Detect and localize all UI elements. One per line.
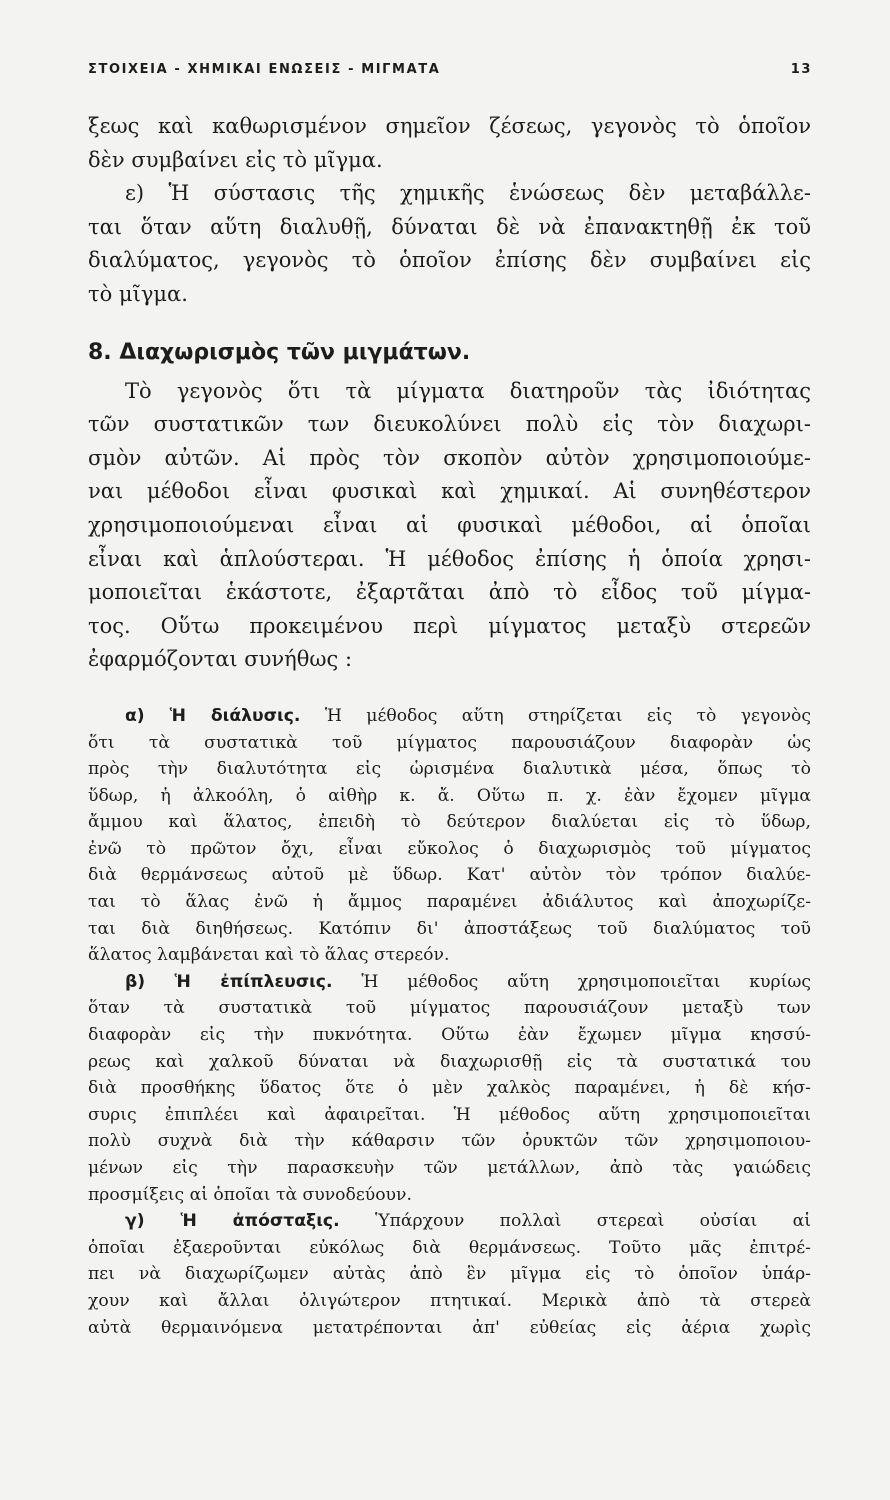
text-line: πολὺ συχνὰ διὰ τὴν κάθαρσιν τῶν ὀρυκτῶν τῶν χρησιμοποιου- — [88, 1131, 811, 1152]
text-line: δὲν συμβαίνει εἰς τὸ μῖγμα. — [88, 147, 383, 172]
text-line: ἄμμου καὶ ἅλατος, ἐπειδὴ τὸ δεύτερον διαλύεται εἰς τὸ ὕδωρ, — [88, 812, 811, 833]
running-title: ΣΤΟΙΧΕΙΑ - ΧΗΜΙΚΑΙ ΕΝΩΣΕΙΣ - ΜΙΓΜΑΤΑ — [88, 62, 441, 77]
text-line: Τὸ γεγονὸς ὅτι τὰ μίγματα διατηροῦν τὰς ἰδιότητας — [125, 378, 811, 403]
text-line: τὸ μῖγμα. — [88, 281, 188, 306]
text-line: τος. Οὕτω προκειμένου περὶ μίγματος μεταξὺ στερεῶν — [88, 613, 811, 638]
text-line: ρεως καὶ χαλκοῦ δύναται νὰ διαχωρισθῇ εἰς τὰ συστατικά του — [88, 1051, 811, 1072]
methods-list — [88, 703, 811, 1341]
section-title: Διαχωρισμὸς τῶν μιγμάτων. — [119, 339, 471, 365]
item-b-first-line — [88, 969, 811, 996]
text-line: ναι μέθοδοι εἶναι φυσικαὶ καὶ χημικαί. Αἱ συνηθέστερον — [88, 479, 811, 504]
text-line: ὅτι τὰ συστατικὰ τοῦ μίγματος παρουσιάζουν διαφορὰν ὡς — [88, 732, 811, 753]
page-body — [88, 110, 811, 1341]
item-b-text: Ἡ μέθοδος αὕτη χρησιμοποιεῖται κυρίως — [361, 971, 811, 992]
text-line: διὰ θερμάνσεως αὐτοῦ μὲ ὕδωρ. Κατ' αὐτὸν τὸν τρόπον διαλύε- — [88, 865, 811, 886]
page-header — [88, 62, 812, 77]
text-line: μοποιεῖται ἑκάστοτε, ἐξαρτᾶται ἀπὸ τὸ εἶδος τοῦ μίγμα- — [88, 580, 811, 605]
text-line: ὕδωρ, ἡ ἀλκοόλη, ὁ αἰθὴρ κ. ἄ. Οὕτω π. χ. ἐὰν ἔχομεν μῖγμα — [88, 785, 811, 806]
text-line: ἐφαρμόζονται συνήθως : — [88, 647, 353, 672]
text-line: ε) Ἡ σύστασις τῆς χημικῆς ἑνώσεως δὲν μεταβάλλε- — [125, 181, 811, 206]
item-c-text: Ὑπάρχουν πολλαὶ στερεαὶ οὐσίαι αἱ — [375, 1211, 812, 1232]
text-line: διὰ προσθήκης ὕδατος ὅτε ὁ μὲν χαλκὸς παραμένει, ἡ δὲ κήσ- — [88, 1078, 811, 1099]
text-line: διαφορὰν εἰς τὴν πυκνότητα. Οὕτω ἐὰν ἔχωμεν μῖγμα κησσύ- — [88, 1025, 811, 1046]
item-a-text: Ἡ μέθοδος αὕτη στηρίζεται εἰς τὸ γεγονὸς — [324, 705, 812, 726]
item-c-first-line — [88, 1208, 811, 1235]
text-line: συρις ἐπιπλέει καὶ ἀφαιρεῖται. Ἡ μέθοδος αὕτη χρησιμοποιεῖται — [88, 1104, 811, 1125]
text-line: ξεως καὶ καθωρισμένον σημεῖον ζέσεως, γεγονὸς τὸ ὁποῖον — [88, 114, 811, 138]
text-line: χουν καὶ ἄλλαι ὀλιγώτερον πτητικαί. Μερικὰ ἀπὸ τὰ στερεὰ — [88, 1290, 811, 1311]
text-line: ἐνῶ τὸ πρῶτον ὄχι, εἶναι εὔκολος ὁ διαχωρισμὸς τοῦ μίγματος — [88, 838, 811, 859]
item-a-first-line — [88, 703, 811, 730]
text-line: ἅλατος λαμβάνεται καὶ τὸ ἅλας στερεόν. — [88, 945, 450, 966]
text-line: μένων εἰς τὴν παρασκευὴν τῶν μετάλλων, ἀπὸ τὰς γαιώδεις — [88, 1158, 811, 1178]
text-line: πρὸς τὴν διαλυτότητα εἰς ὡρισμένα διαλυτικὰ μέσα, ὅπως τὸ — [88, 759, 811, 780]
section-paragraph — [88, 375, 811, 677]
text-line: ται τὸ ἅλας ἐνῶ ἡ ἄμμος παραμένει ἀδιάλυτος καὶ ἀποχωρίζε- — [88, 892, 811, 913]
item-a-title: α) Ἡ διάλυσις. — [125, 705, 301, 726]
text-line: εἶναι καὶ ἁπλούστεραι. Ἡ μέθοδος ἐπίσης ἡ ὁποία χρησι- — [88, 546, 811, 571]
text-line: ὁποῖαι ἐξαεροῦνται εὐκόλως διὰ θερμάνσεως. Τοῦτο μᾶς ἐπιτρέ- — [88, 1237, 811, 1258]
text-line: προσμίξεις αἱ ὁποῖαι τὰ συνοδεύουν. — [88, 1184, 412, 1205]
text-line: σμὸν αὐτῶν. Αἱ πρὸς τὸν σκοπὸν αὐτὸν χρησιμοποιούμε- — [88, 445, 811, 470]
text-line: διαλύματος, γεγονὸς τὸ ὁποῖον ἐπίσης δὲν συμβαίνει εἰς — [88, 248, 811, 273]
text-line: ὅταν τὰ συστατικὰ τοῦ μίγματος παρουσιάζουν μεταξὺ των — [88, 998, 811, 1019]
text-line: χρησιμοποιούμεναι εἶναι αἱ φυσικαὶ μέθοδοι, αἱ ὁποῖαι — [88, 512, 811, 537]
intro-paragraphs — [88, 110, 811, 312]
text-line: πει νὰ διαχωρίζωμεν αὐτὰς ἀπὸ ἓν μῖγμα εἰς τὸ ὁποῖον ὑπάρ- — [88, 1264, 811, 1285]
text-line: ται διὰ διηθήσεως. Κατόπιν δι' ἀποστάξεως τοῦ διαλύματος τοῦ — [88, 918, 811, 939]
text-line: ται ὅταν αὕτη διαλυθῇ, δύναται δὲ νὰ ἐπανακτηθῇ ἐκ τοῦ — [88, 214, 811, 239]
item-b-title: β) Ἡ ἐπίπλευσις. — [125, 971, 333, 992]
text-line: τῶν συστατικῶν των διευκολύνει πολὺ εἰς τὸν διαχωρι- — [88, 412, 811, 437]
text-line: αὐτὰ θερμαινόμενα μετατρέπονται ἀπ' εὐθείας εἰς ἀέρια χωρὶς — [88, 1317, 811, 1338]
page-number: 13 — [790, 62, 812, 77]
item-c-title: γ) Ἡ ἀπόσταξις. — [125, 1211, 340, 1232]
section-heading — [88, 340, 811, 365]
section-number: 8. — [88, 339, 112, 365]
